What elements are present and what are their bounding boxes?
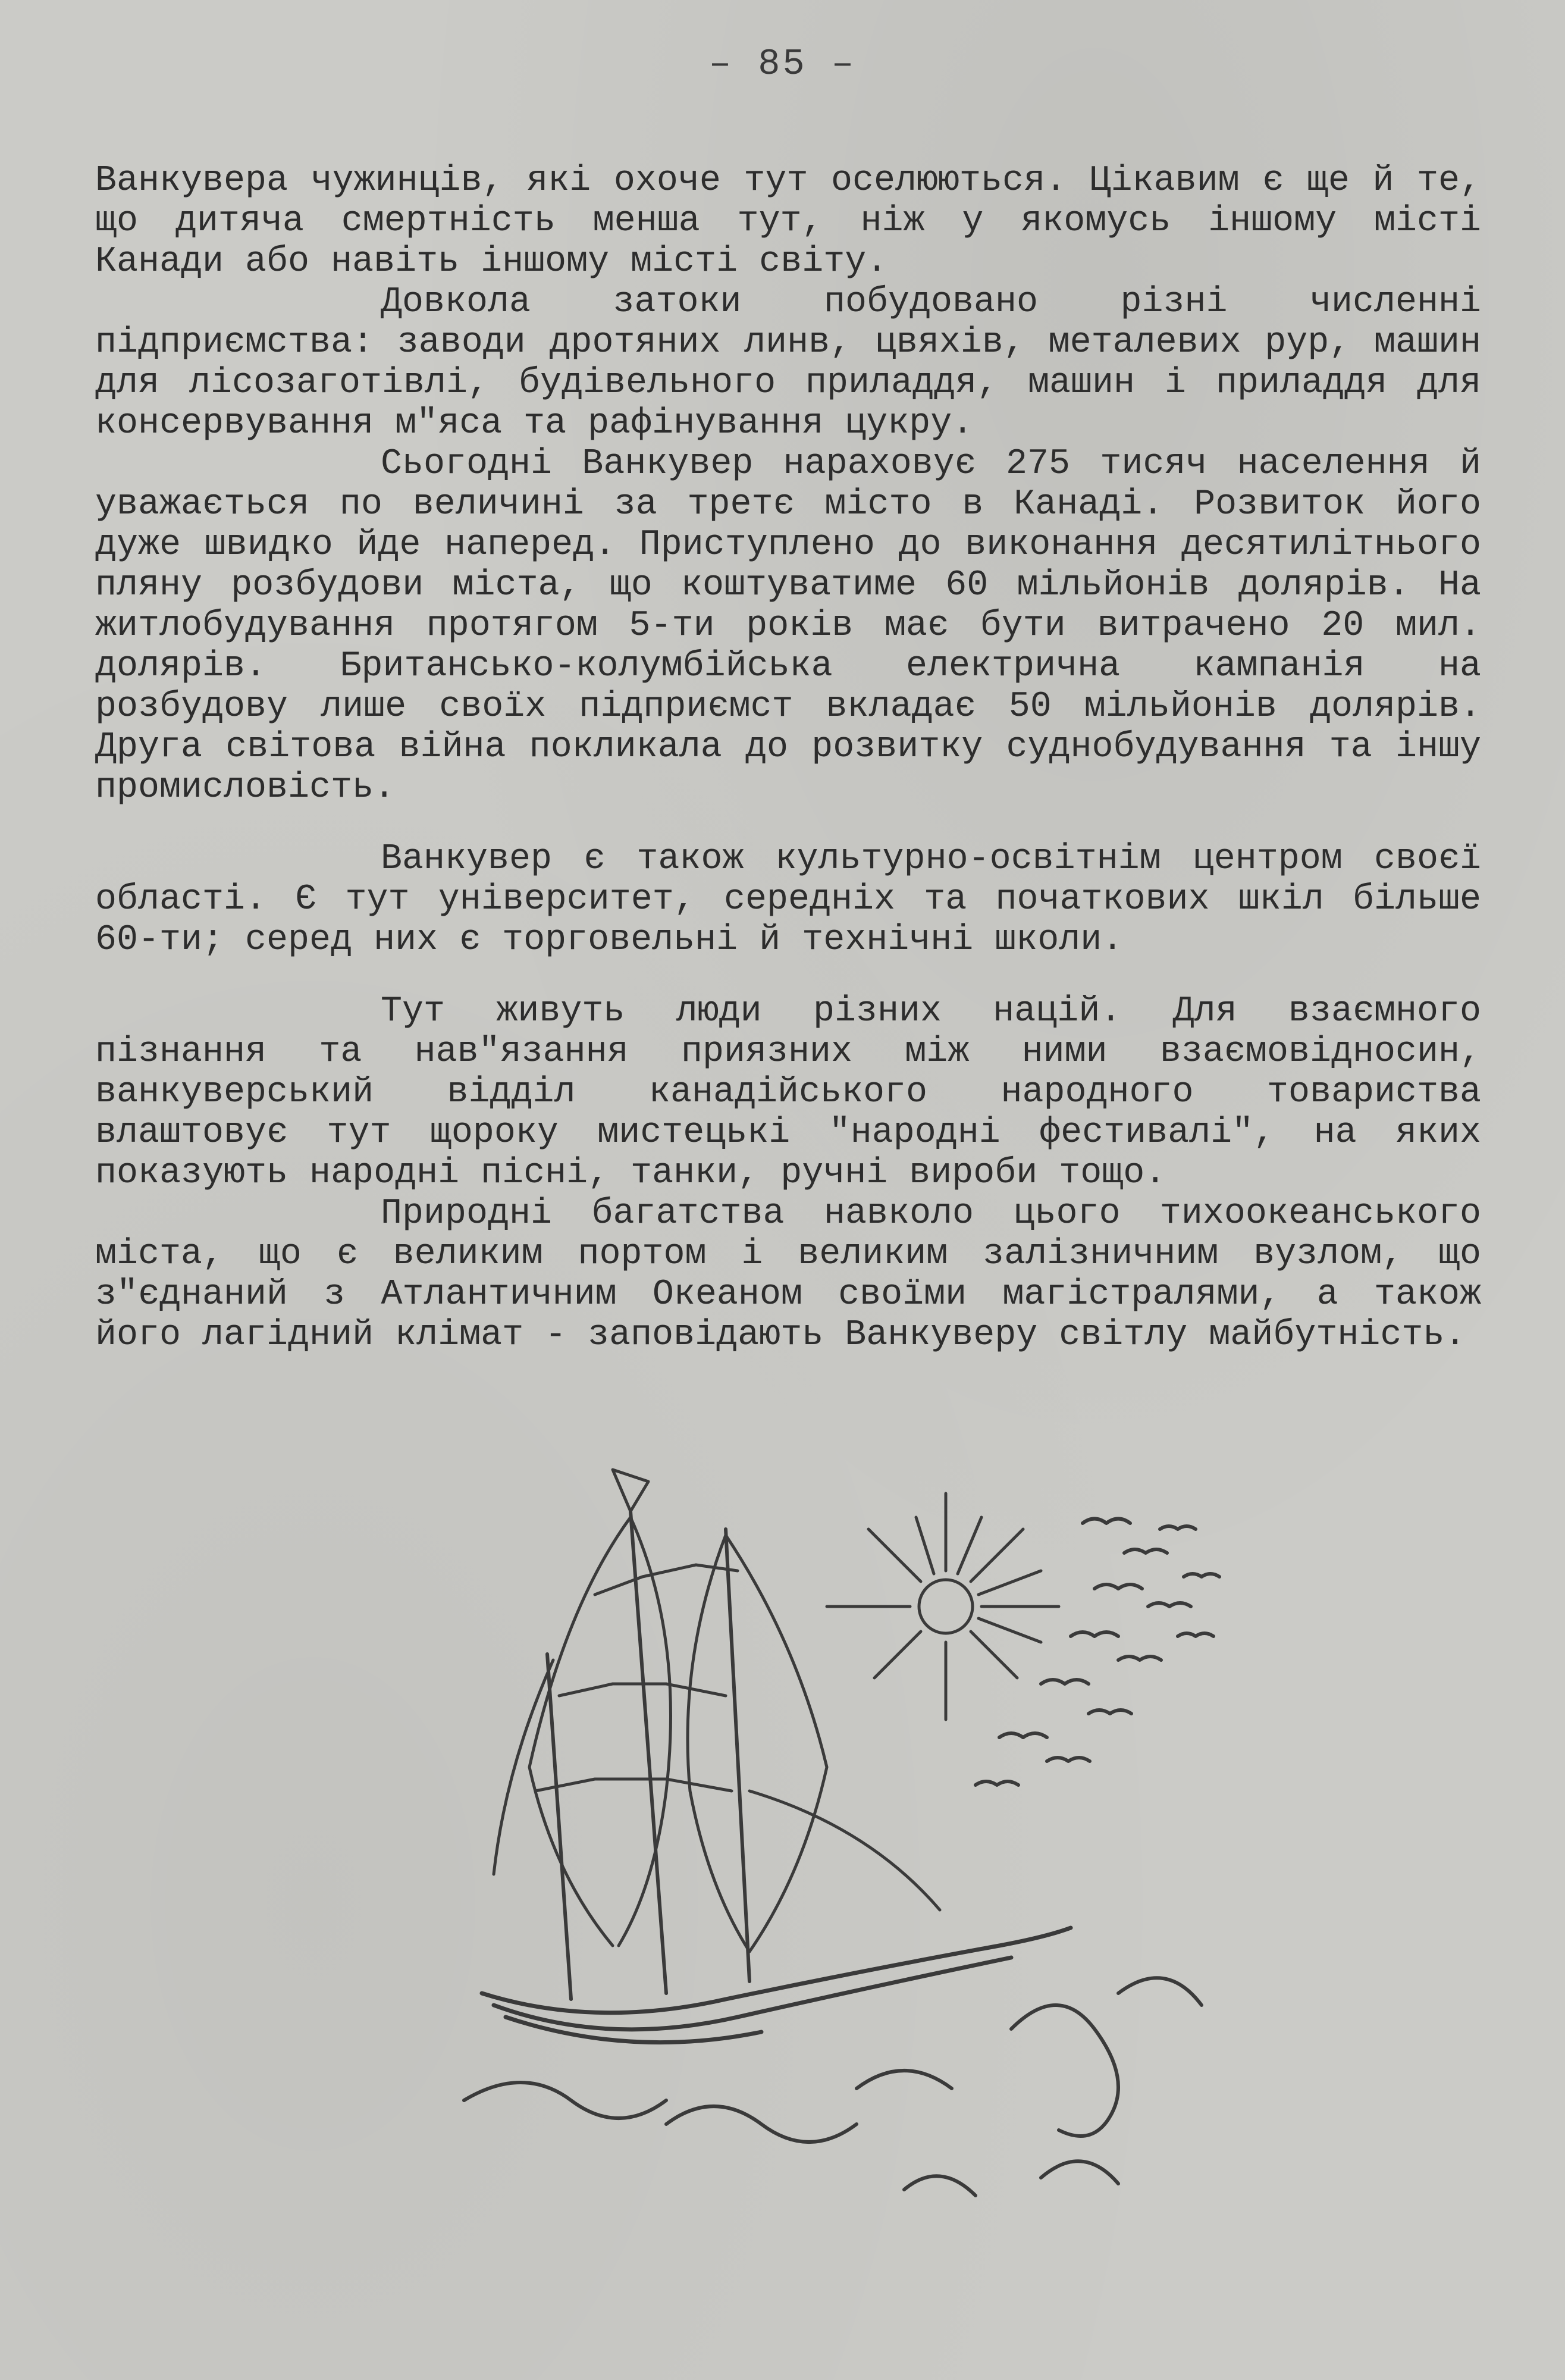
paragraph-1: Ванкувера чужинців, які охоче тут оселюються. Цікавим є ще й те, що дитяча смертність менша тут, ніж у якомусь іншому місті Канади або навіть іншому місті світу. [95,161,1481,282]
sailing-ship-illustration [416,1458,1356,2261]
page-number: – 85 – [708,43,857,85]
ship-flag-icon [613,1470,648,1511]
sun-icon [827,1493,1059,1720]
ship-sails-drawing [494,1517,940,1952]
paragraph-3: Сьогодні Ванкувер нараховує 275 тисяч населення й уважається по величині за третє місто в Канаді. Розвиток його дуже швидко йде наперед. Приступлено до виконання десятилітнього пляну розбудови міста, що коштуватиме 60 мільйонів долярів. На житлобудування протягом 5-ти років має бути витрачено 20 мил. долярів. Британсько-колумбійська електрична кампанія на розбудову лише своїх підприємст вкладає 50 мільйонів долярів. Друга світова війна покликала до розвитку суднобудування та іншу промисловість. [95,444,1481,808]
paragraph-2: Довкола затоки побудовано різні численні підприємства: заводи дротяних линв, цвяхів, металевих рур, машин для лісозаготівлі, будівельного приладдя, машин і приладдя для консервування м"яса та рафінування цукру. [95,282,1481,444]
body-text [95,161,1481,1355]
paragraph-gap [95,960,1481,991]
paragraph-gap [95,808,1481,839]
paragraph-4: Ванкувер є також культурно-освітнім центром своєї області. Є тут університет, середніх та початкових шкіл більше 60-ти; серед них є торговельні й технічні школи. [95,839,1481,960]
birds-flock-drawing [976,1519,1219,1786]
paragraph-6: Природні багатства навколо цього тихоокеанського міста, що є великим портом і великим залізничним вузлом, що з"єднаний з Атлантичним Океаном своїми магістралями, а також його лагідний клімат - заповідають Ванкуверу світлу майбутність. [95,1194,1481,1355]
ship-masts-drawing [547,1511,749,1999]
paragraph-5: Тут живуть люди різних націй. Для взаємного пізнання та нав"язання приязних між ними взаємовідносин, ванкуверський відділ канадійського народного товариства влаштовує тут щороку мистецькі "народні фестивалі", на яких показують народні пісні, танки, ручні вироби тощо. [95,991,1481,1194]
sailing-ship-drawing [416,1458,1356,2261]
